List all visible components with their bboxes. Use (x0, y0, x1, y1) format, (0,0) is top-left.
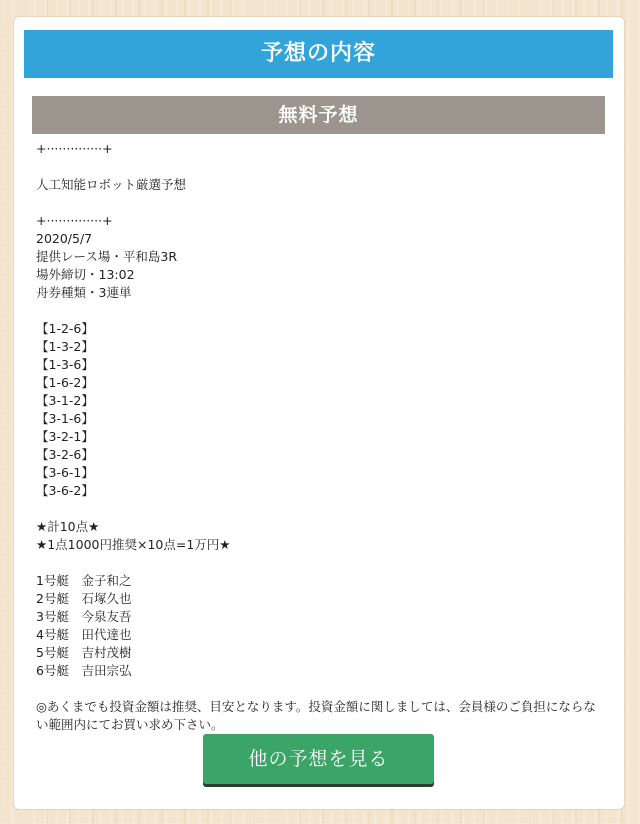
section-title: 予想の内容 (24, 30, 613, 78)
separator-line: +··············+ (36, 141, 113, 156)
combination-item: 【1-3-6】 (36, 357, 94, 372)
race-venue: 提供レース場・平和島3R (36, 249, 178, 264)
combination-item: 【1-3-2】 (36, 339, 94, 354)
combination-item: 【3-2-1】 (36, 429, 94, 444)
separator-line: +··············+ (36, 213, 113, 228)
ticket-type: 舟券種類・3連単 (36, 285, 132, 300)
combination-item: 【1-6-2】 (36, 375, 94, 390)
total-points: ★計10点★ (36, 519, 100, 534)
section-subtitle: 無料予想 (32, 96, 605, 134)
forecast-heading: 人工知能ロボット厳選予想 (36, 177, 187, 192)
racer-entry: 1号艇 金子和之 (36, 573, 132, 588)
bet-recommendation: ★1点1000円推奨×10点=1万円★ (36, 537, 231, 552)
combination-item: 【3-2-6】 (36, 447, 94, 462)
forecast-body (36, 140, 606, 734)
combination-item: 【3-1-2】 (36, 393, 94, 408)
forecast-date: 2020/5/7 (36, 231, 93, 246)
combination-item: 【3-6-2】 (36, 483, 94, 498)
race-deadline: 場外締切・13:02 (36, 267, 135, 282)
racer-entry: 3号艇 今泉友吾 (36, 609, 132, 624)
combination-item: 【3-6-1】 (36, 465, 94, 480)
investment-note: ◎あくまでも投資金額は推奨、目安となります。投資金額に関しましては、会員様のご負担にならない範囲内にてお買い求め下さい。 (36, 699, 596, 732)
racer-entry: 6号艇 吉田宗弘 (36, 663, 132, 678)
view-other-forecasts-button[interactable]: 他の予想を見る (203, 734, 434, 784)
racer-entry: 4号艇 田代達也 (36, 627, 132, 642)
combination-item: 【1-2-6】 (36, 321, 94, 336)
racer-entry: 2号艇 石塚久也 (36, 591, 132, 606)
racer-entry: 5号艇 吉村茂樹 (36, 645, 132, 660)
combination-item: 【3-1-6】 (36, 411, 94, 426)
forecast-panel (13, 16, 625, 810)
